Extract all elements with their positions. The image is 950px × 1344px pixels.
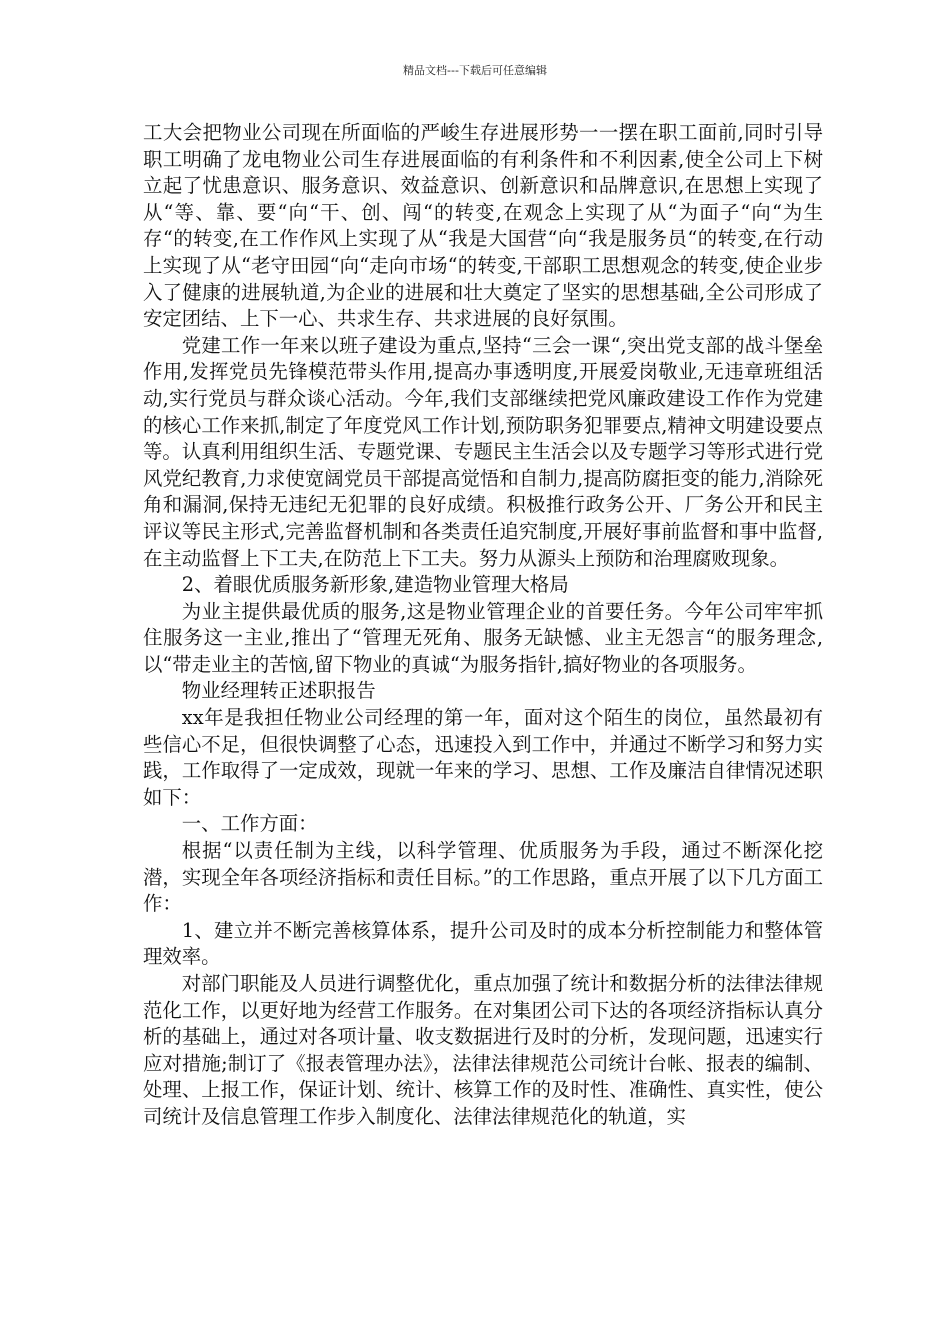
section-heading-2: 2、着眼优质服务新形象,建造物业管理大格局	[181, 573, 569, 597]
item-heading-1: 1、建立并不断完善核算体系，提升公司及时的成本分析控制能力和整体管理效率。	[143, 918, 823, 969]
paragraph-3: 为业主提供最优质的服务,这是物业管理企业的首要任务。今年公司牢牢抓住服务这一主业,推出了“管理无死角、服务无缺憾、业主无怨言“的服务理念,以“带走业主的苦恼,留下物业的真诚“为服务指针,搞好物业的各项服务。	[143, 599, 823, 676]
document-body	[143, 120, 823, 1131]
paragraph-4: xx年是我担任物业公司经理的第一年，面对这个陌生的岗位，虽然最初有些信心不足，但很快调整了心态，迅速投入到工作中，并通过不断学习和努力实践，工作取得了一定成效，现就一年来的学习、思想、工作及廉洁自律情况述职如下：	[143, 706, 823, 809]
paragraph-5: 根据“以责任制为主线，以科学管理、优质服务为手段，通过不断深化挖潜，实现全年各项经济指标和责任目标。”的工作思路，重点开展了以下几方面工作：	[143, 839, 823, 916]
paragraph-2: 党建工作一年来以班子建设为重点,坚持“三会一课“,突出党支部的战斗堡垒作用,发挥党员先锋模范带头作用,提高办事透明度,开展爱岗敬业,无违章班组活动,实行党员与群众谈心活动。今年,我们支部继续把党风廉政建设工作作为党建的核心工作来抓,制定了年度党风工作计划,预防职务犯罪要点,精神文明建设要点等。认真利用组织生活、专题党课、专题民主生活会以及专题学习等形式进行党风党纪教育,力求使宽阔党员干部提高觉悟和自制力,提高防腐拒变的能力,消除死角和漏洞,保持无违纪无犯罪的良好成绩。积极推行政务公开、厂务公开和民主评议等民主形式,完善监督机制和各类责任追究制度,开展好事前监督和事中监督,在主动监督上下工夫,在防范上下工夫。努力从源头上预防和治理腐败现象。	[143, 333, 823, 570]
paragraph-1: 工大会把物业公司现在所面临的严峻生存进展形势一一摆在职工面前,同时引导职工明确了龙电物业公司生存进展面临的有利条件和不利因素,使全公司上下树立起了忧患意识、服务意识、效益意识、创新意识和品牌意识,在思想上实现了从“等、靠、要“向“干、创、闯“的转变,在观念上实现了从“为面子“向“为生存“的转变,在工作作风上实现了从“我是大国营“向“我是服务员“的转变,在行动上实现了从“老守田园“向“走向市场“的转变,干部职工思想观念的转变,使企业步入了健康的进展轨道,为企业的进展和壮大奠定了坚实的思想基础,全公司形成了安定团结、上下一心、共求生存、共求进展的良好氛围。	[143, 121, 823, 331]
report-title: 物业经理转正述职报告	[181, 679, 376, 703]
section-heading-work: 一、工作方面：	[181, 812, 318, 836]
paragraph-6: 对部门职能及人员进行调整优化，重点加强了统计和数据分析的法律法律规范化工作，以更好地为经营工作服务。在对集团公司下达的各项经济指标认真分析的基础上，通过对各项计量、收支数据进行及时的分析，发现问题，迅速实行应对措施;制订了《报表管理办法》，法律法律规范公司统计台帐、报表的编制、处理、上报工作，保证计划、统计、核算工作的及时性、准确性、真实性，使公司统计及信息管理工作步入制度化、法律法律规范化的轨道，实	[143, 972, 823, 1128]
page-header: 精品文档---下载后可任意编辑	[403, 64, 547, 77]
